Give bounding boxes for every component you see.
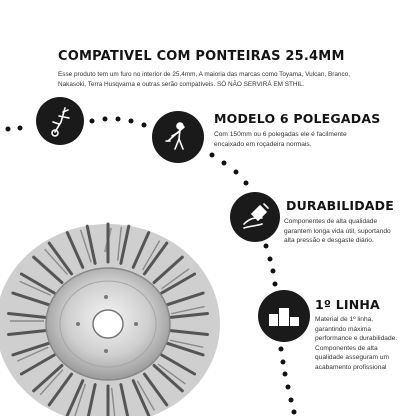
first-line-text-line4: Componentes de alta <box>315 344 378 352</box>
durability-text-line3: alta pressão e desgaste diário. <box>284 237 374 244</box>
wire-wheel-image <box>0 206 270 416</box>
first-line-text-line1: Material de 1º linha, <box>315 316 374 323</box>
model-text-line2: encaixado em roçadeira normais. <box>214 141 312 148</box>
compatibility-title: COMPATIVEL COM PONTEIRAS 25.4MM <box>58 49 345 64</box>
first-line-text-line3: performance e durabilidade. <box>315 335 398 342</box>
first-line-text-line2: garantindo máxima <box>315 325 372 333</box>
model-text-line1: Com 150mm ou 6 polegadas ele é facilmente <box>214 131 347 138</box>
durability-title: DURABILIDADE <box>286 198 394 213</box>
first-line-title: 1º LINHA <box>315 297 380 312</box>
durability-text-line2: garantem longa vida útil, suportando <box>284 227 391 235</box>
durability-text-line1: Componentes de alta qualidade <box>284 218 378 225</box>
compatibility-text-line1: Esse produto tem um furo no interior de 25.4mm, A maioria das marcas como Toyama, Vulcan, Branco, <box>58 71 350 78</box>
first-line-text-line6: acabamento profissional <box>315 363 387 371</box>
compatibility-text-line2: Nakasoki, Terra Husqvarna e outras serão compatíveis. SÓ NÃO SERVIRÁ EM STHIL. <box>58 81 305 88</box>
model-title: MODELO 6 POLEGADAS <box>214 111 381 126</box>
first-line-text-line5: qualidade asseguram um <box>315 354 390 361</box>
